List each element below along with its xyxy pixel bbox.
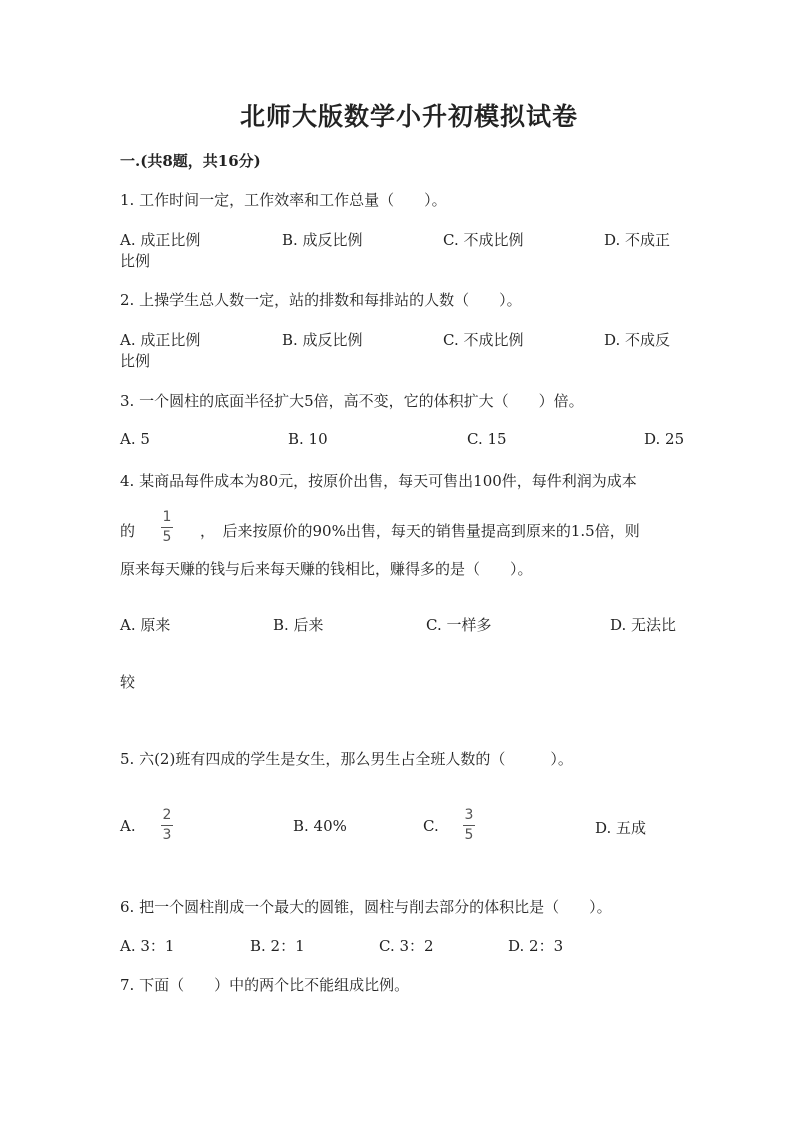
question-5-option-c-label: C. xyxy=(423,817,439,835)
question-5-option-d: D. 五成 xyxy=(595,819,647,837)
question-1-option-d-wrap: 比例 xyxy=(120,252,151,270)
question-4-line-2-pre: 的 xyxy=(120,522,136,540)
question-5-option-a-fraction xyxy=(161,808,173,843)
question-7-stem: 7. 下面（ ）中的两个比不能组成比例。 xyxy=(120,976,410,994)
question-2-option-b: B. 成反比例 xyxy=(282,331,363,349)
question-3-option-b: B. 10 xyxy=(288,430,328,448)
section-header: 一.(共8题，共16分) xyxy=(120,152,261,170)
question-5-option-a-label: A. xyxy=(120,817,136,835)
fraction-denominator: 5 xyxy=(162,529,172,545)
fraction-numerator: 3 xyxy=(464,807,474,823)
question-3-option-a: A. 5 xyxy=(120,430,150,448)
question-1-option-a: A. 成正比例 xyxy=(120,231,201,249)
question-6-stem: 6. 把一个圆柱削成一个最大的圆锥，圆柱与削去部分的体积比是（ ）。 xyxy=(120,898,612,916)
question-4-line-3: 原来每天赚的钱与后来每天赚的钱相比，赚得多的是（ ）。 xyxy=(120,560,533,578)
question-4-option-d-wrap: 较 xyxy=(120,673,136,691)
question-4-line-2-post: ， 后来按原价的90%出售，每天的销售量提高到原来的1.5倍，则 xyxy=(200,522,640,540)
question-4-option-b: B. 后来 xyxy=(273,616,324,634)
question-3-option-d: D. 25 xyxy=(644,430,685,448)
question-4-fraction xyxy=(161,510,173,545)
question-1-stem: 1. 工作时间一定，工作效率和工作总量（ ）。 xyxy=(120,191,447,209)
question-2-option-c: C. 不成比例 xyxy=(443,331,524,349)
question-6-option-d: D. 2：3 xyxy=(508,937,564,955)
fraction-bar xyxy=(161,825,173,826)
question-1-option-c: C. 不成比例 xyxy=(443,231,524,249)
question-4-option-d: D. 无法比 xyxy=(610,616,677,634)
question-6-option-a: A. 3：1 xyxy=(120,937,175,955)
fraction-denominator: 5 xyxy=(464,827,474,843)
fraction-denominator: 3 xyxy=(162,827,172,843)
fraction-numerator: 2 xyxy=(162,807,172,823)
question-4-option-a: A. 原来 xyxy=(120,616,171,634)
question-2-stem: 2. 上操学生总人数一定，站的排数和每排站的人数（ ）。 xyxy=(120,291,522,309)
question-2-option-a: A. 成正比例 xyxy=(120,331,201,349)
question-5-stem: 5. 六(2)班有四成的学生是女生，那么男生占全班人数的（ ）。 xyxy=(120,750,573,768)
question-1-option-b: B. 成反比例 xyxy=(282,231,363,249)
exam-title: 北师大版数学小升初模拟试卷 xyxy=(240,102,579,131)
question-5-option-b: B. 40% xyxy=(293,817,347,835)
question-2-option-d-wrap: 比例 xyxy=(120,352,151,370)
question-3-option-c: C. 15 xyxy=(467,430,507,448)
question-6-option-c: C. 3：2 xyxy=(379,937,434,955)
fraction-bar xyxy=(463,825,475,826)
question-2-option-d: D. 不成反 xyxy=(604,331,671,349)
question-4-line-1: 4. 某商品每件成本为80元，按原价出售，每天可售出100件，每件利润为成本 xyxy=(120,472,637,490)
question-6-option-b: B. 2：1 xyxy=(250,937,305,955)
question-4-option-c: C. 一样多 xyxy=(426,616,492,634)
question-5-option-c-fraction xyxy=(463,808,475,843)
question-3-stem: 3. 一个圆柱的底面半径扩大5倍，高不变，它的体积扩大（ ）倍。 xyxy=(120,392,584,410)
fraction-numerator: 1 xyxy=(162,509,172,525)
question-1-option-d: D. 不成正 xyxy=(604,231,671,249)
fraction-bar xyxy=(161,527,173,528)
